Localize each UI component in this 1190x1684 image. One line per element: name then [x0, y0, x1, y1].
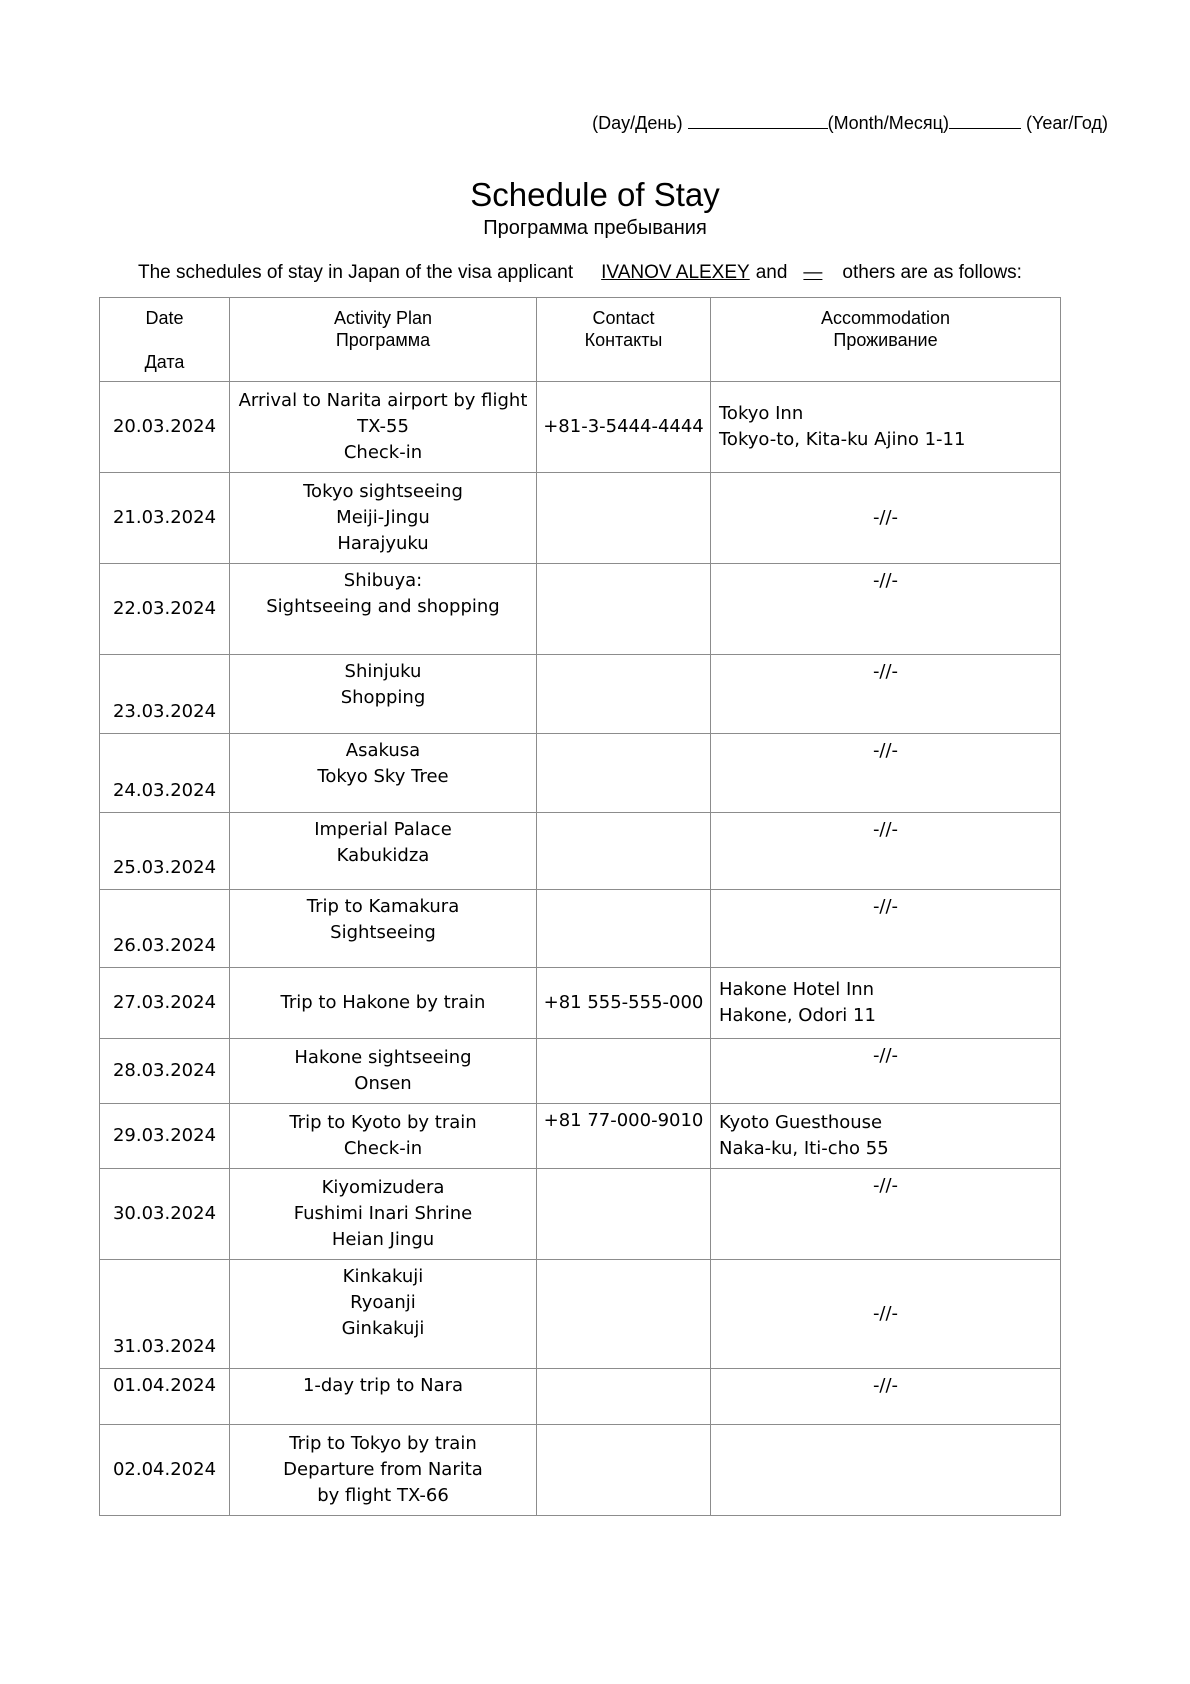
table-row: [100, 1369, 1061, 1425]
cell-accommodation: [711, 382, 1061, 473]
activity-line: Sightseeing and shopping: [266, 596, 500, 617]
cell-date: 24.03.2024: [100, 734, 230, 813]
cell-activity: [230, 1369, 537, 1425]
activity-line: Check-in: [343, 442, 423, 463]
activity-line: Kinkakuji: [342, 1266, 424, 1287]
ditto-mark: -//-: [872, 1175, 899, 1196]
intro-and: and: [755, 262, 788, 283]
activity-line: Check-in: [343, 1138, 423, 1159]
ditto-mark: -//-: [872, 661, 899, 682]
header-accommodation: Accommodation Проживание: [711, 298, 1061, 382]
cell-date: 25.03.2024: [100, 813, 230, 890]
cell-activity: [230, 1260, 537, 1369]
cell-accommodation: [711, 564, 1061, 655]
cell-activity: [230, 1104, 537, 1169]
cell-activity: [230, 734, 537, 813]
ditto-mark: -//-: [872, 1375, 899, 1396]
date-line: [592, 112, 1108, 134]
activity-line: Imperial Palace: [314, 819, 452, 840]
cell-date: 21.03.2024: [100, 473, 230, 564]
accommodation-line: Tokyo Inn: [719, 403, 804, 424]
table-row: [100, 1169, 1061, 1260]
cell-date: 27.03.2024: [100, 968, 230, 1039]
table-row: [100, 1260, 1061, 1369]
cell-accommodation: [711, 1369, 1061, 1425]
activity-line: Kabukidza: [336, 845, 430, 866]
cell-contact: [537, 734, 711, 813]
cell-activity: [230, 890, 537, 968]
others-count: —: [803, 262, 823, 283]
year-blank: [949, 112, 1021, 129]
cell-contact: [537, 655, 711, 734]
table-row: [100, 1039, 1061, 1104]
table-row: [100, 734, 1061, 813]
day-label: (Day/День): [592, 113, 683, 133]
cell-activity: [230, 1169, 537, 1260]
activity-line: Harajyuku: [337, 533, 429, 554]
table-row: [100, 968, 1061, 1039]
cell-date: 02.04.2024: [100, 1425, 230, 1516]
activity-line: Arrival to Narita airport by flight: [238, 390, 528, 411]
cell-contact: [537, 813, 711, 890]
accommodation-line: Kyoto Guesthouse: [719, 1112, 883, 1133]
table-row: [100, 564, 1061, 655]
activity-line: Trip to Hakone by train: [280, 992, 486, 1013]
cell-date: 29.03.2024: [100, 1104, 230, 1169]
cell-date: 22.03.2024: [100, 564, 230, 655]
cell-date: 28.03.2024: [100, 1039, 230, 1104]
year-label: (Year/Год): [1025, 113, 1108, 133]
cell-contact: [537, 1425, 711, 1516]
cell-date: 31.03.2024: [100, 1260, 230, 1369]
ditto-mark: -//-: [872, 740, 899, 761]
cell-activity: [230, 655, 537, 734]
activity-line: Meiji-Jingu: [336, 507, 430, 528]
intro-sentence: [138, 262, 1022, 284]
ditto-mark: -//-: [872, 507, 899, 528]
cell-accommodation: [711, 1260, 1061, 1369]
activity-line: Tokyo Sky Tree: [317, 766, 449, 787]
cell-contact: [537, 473, 711, 564]
cell-accommodation: [711, 1169, 1061, 1260]
schedule-body: [100, 382, 1061, 1516]
activity-line: Ginkakuji: [341, 1318, 425, 1339]
accommodation-line: Hakone Hotel Inn: [719, 979, 875, 1000]
table-row: [100, 655, 1061, 734]
cell-accommodation: [711, 473, 1061, 564]
cell-activity: [230, 1425, 537, 1516]
cell-accommodation: [711, 1425, 1061, 1516]
header-activity: Activity Plan Программа: [230, 298, 537, 382]
cell-contact: +81 77-000-9010: [537, 1104, 711, 1169]
cell-accommodation: [711, 1039, 1061, 1104]
cell-accommodation: [711, 968, 1061, 1039]
cell-activity: [230, 968, 537, 1039]
page-title: Schedule of Stay: [470, 176, 720, 213]
cell-date: 30.03.2024: [100, 1169, 230, 1260]
cell-accommodation: [711, 890, 1061, 968]
activity-line: by flight TX-66: [317, 1485, 449, 1506]
table-row: [100, 382, 1061, 473]
activity-line: Kiyomizudera: [321, 1177, 445, 1198]
cell-accommodation: [711, 813, 1061, 890]
ditto-mark: -//-: [872, 570, 899, 591]
activity-line: Fushimi Inari Shrine: [293, 1203, 473, 1224]
cell-activity: [230, 382, 537, 473]
applicant-name: IVANOV ALEXEY: [601, 262, 750, 283]
accommodation-line: Tokyo-to, Kita-ku Ajino 1-11: [719, 429, 966, 450]
cell-date: 20.03.2024: [100, 382, 230, 473]
cell-accommodation: [711, 655, 1061, 734]
page-subtitle: Программа пребывания: [483, 217, 707, 239]
schedule-table: [99, 297, 1061, 1516]
cell-contact: +81 555-555-000: [537, 968, 711, 1039]
cell-activity: [230, 1039, 537, 1104]
activity-line: Hakone sightseeing: [294, 1047, 472, 1068]
activity-line: Shopping: [340, 687, 426, 708]
cell-date: 26.03.2024: [100, 890, 230, 968]
cell-contact: +81-3-5444-4444: [537, 382, 711, 473]
month-label: (Month/Месяц): [827, 113, 949, 133]
activity-line: Ryoanji: [350, 1292, 416, 1313]
cell-date: 01.04.2024: [100, 1369, 230, 1425]
table-header-row: [100, 298, 1061, 382]
activity-line: Tokyo sightseeing: [303, 481, 463, 502]
activity-line: Sightseeing: [330, 922, 436, 943]
cell-contact: [537, 1039, 711, 1104]
cell-contact: [537, 1369, 711, 1425]
activity-line: Trip to Kamakura: [306, 896, 460, 917]
activity-line: Onsen: [354, 1073, 412, 1094]
ditto-mark: -//-: [872, 896, 899, 917]
cell-activity: [230, 473, 537, 564]
accommodation-line: Hakone, Odori 11: [719, 1005, 876, 1026]
table-row: [100, 1104, 1061, 1169]
table-row: [100, 890, 1061, 968]
activity-line: Shinjuku: [344, 661, 422, 682]
intro-prefix: The schedules of stay in Japan of the visa applicant: [138, 262, 574, 283]
activity-line: Departure from Narita: [283, 1459, 483, 1480]
cell-contact: [537, 1260, 711, 1369]
ditto-mark: -//-: [872, 1303, 899, 1324]
cell-contact: [537, 564, 711, 655]
cell-accommodation: [711, 734, 1061, 813]
cell-date: 23.03.2024: [100, 655, 230, 734]
intro-suffix: others are as follows:: [842, 262, 1022, 283]
month-blank: [688, 112, 828, 129]
cell-accommodation: [711, 1104, 1061, 1169]
activity-line: Trip to Kyoto by train: [289, 1112, 477, 1133]
header-contact: Contact Контакты: [537, 298, 711, 382]
activity-line: Asakusa: [345, 740, 421, 761]
accommodation-line: Naka-ku, Iti-cho 55: [719, 1138, 889, 1159]
table-row: [100, 473, 1061, 564]
cell-activity: [230, 564, 537, 655]
activity-line: Heian Jingu: [331, 1229, 435, 1250]
activity-line: 1-day trip to Nara: [302, 1375, 464, 1396]
cell-contact: [537, 890, 711, 968]
activity-line: TX-55: [357, 416, 409, 437]
ditto-mark: -//-: [872, 819, 899, 840]
table-row: [100, 1425, 1061, 1516]
ditto-mark: -//-: [872, 1045, 899, 1066]
cell-contact: [537, 1169, 711, 1260]
activity-line: Trip to Tokyo by train: [289, 1433, 477, 1454]
header-date: Date Дата: [100, 298, 230, 382]
activity-line: Shibuya:: [343, 570, 423, 591]
table-row: [100, 813, 1061, 890]
cell-activity: [230, 813, 537, 890]
